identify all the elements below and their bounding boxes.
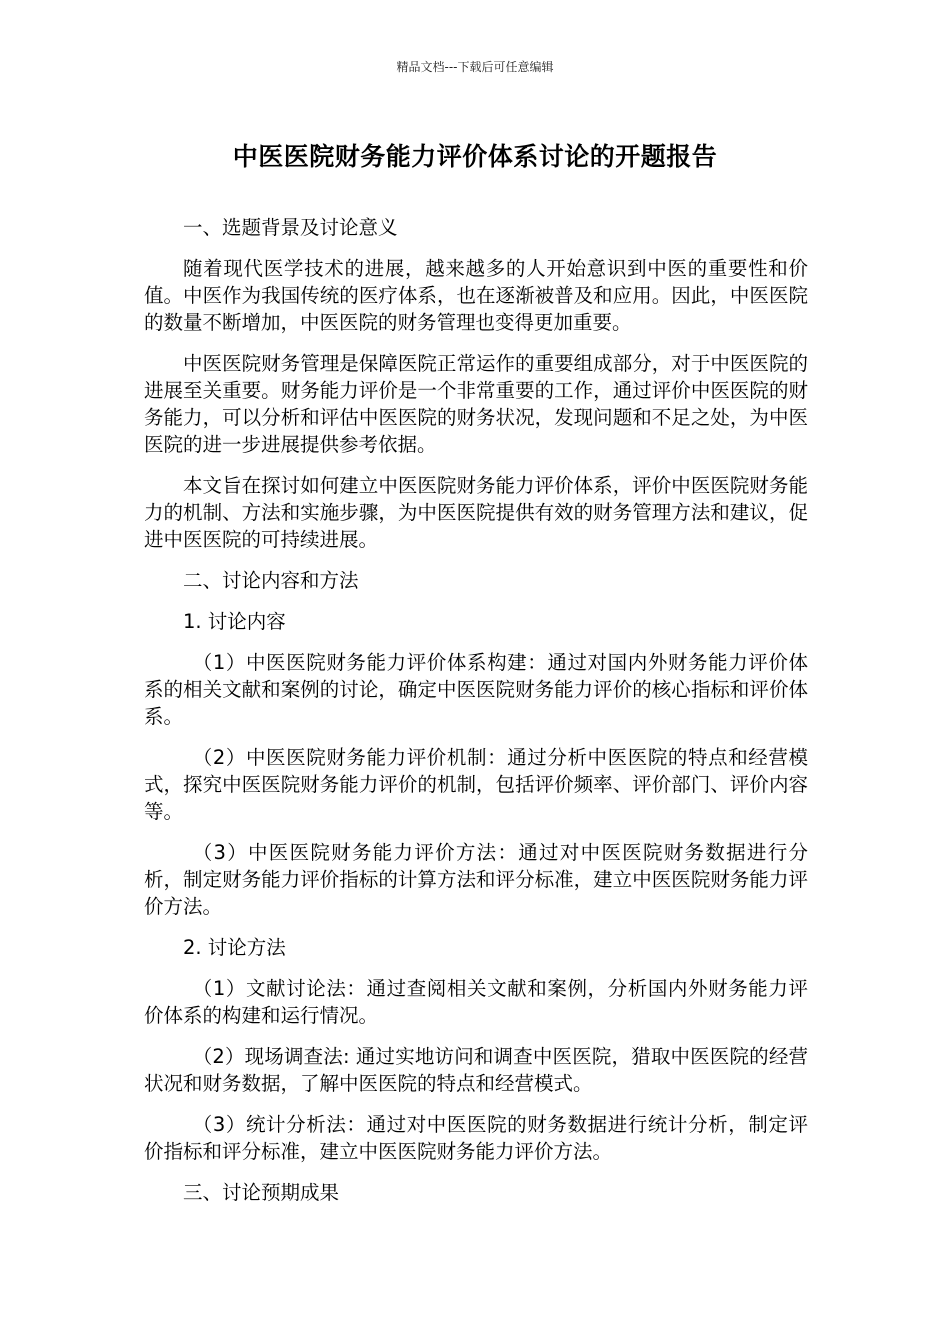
method-item: （2）现场调查法: 通过实地访问和调查中医医院，猎取中医医院的经营状况和财务数据，了解中医医院的特点和经营模式。 bbox=[144, 1045, 808, 1095]
section-heading-expected-results: 三、讨论预期成果 bbox=[183, 1181, 340, 1204]
method-item: （3）统计分析法：通过对中医医院的财务数据进行统计分析，制定评价指标和评分标准，建立中医医院财务能力评价方法。 bbox=[144, 1113, 808, 1163]
section-heading-background: 一、选题背景及讨论意义 bbox=[183, 216, 398, 239]
document-title: 中医医院财务能力评价体系讨论的开题报告 bbox=[232, 142, 718, 171]
document-body bbox=[144, 214, 808, 1220]
method-item: （1）文献讨论法：通过查阅相关文献和案例，分析国内外财务能力评价体系的构建和运行情况。 bbox=[144, 977, 808, 1027]
paragraph: 中医医院财务管理是保障医院正常运作的重要组成部分，对于中医医院的进展至关重要。财务能力评价是一个非常重要的工作，通过评价中医医院的财务能力，可以分析和评估中医医院的财务状况，发现问题和不足之处，为中医医院的进一步进展提供参考依据。 bbox=[144, 352, 808, 456]
paragraph: 本文旨在探讨如何建立中医医院财务能力评价体系，评价中医医院财务能力的机制、方法和实施步骤，为中医医院提供有效的财务管理方法和建议，促进中医医院的可持续进展。 bbox=[144, 474, 808, 551]
content-item: （3）中医医院财务能力评价方法：通过对中医医院财务数据进行分析，制定财务能力评价指标的计算方法和评分标准，建立中医医院财务能力评价方法。 bbox=[144, 841, 808, 918]
header-note: 精品文档---下载后可任意编辑 bbox=[396, 60, 554, 74]
content-item: （2）中医医院财务能力评价机制：通过分析中医医院的特点和经营模式，探究中医医院财务能力评价的机制，包括评价频率、评价部门、评价内容等。 bbox=[144, 746, 808, 823]
subsection-heading-content: 1. 讨论内容 bbox=[183, 610, 286, 633]
subsection-heading-methods: 2. 讨论方法 bbox=[183, 936, 286, 959]
paragraph: 随着现代医学技术的进展，越来越多的人开始意识到中医的重要性和价值。中医作为我国传统的医疗体系，也在逐渐被普及和应用。因此，中医医院的数量不断增加，中医医院的财务管理也变得更加重要。 bbox=[144, 257, 808, 334]
section-heading-content-methods: 二、讨论内容和方法 bbox=[183, 569, 359, 592]
content-item: （1）中医医院财务能力评价体系构建：通过对国内外财务能力评价体系的相关文献和案例的讨论，确定中医医院财务能力评价的核心指标和评价体系。 bbox=[144, 651, 808, 728]
